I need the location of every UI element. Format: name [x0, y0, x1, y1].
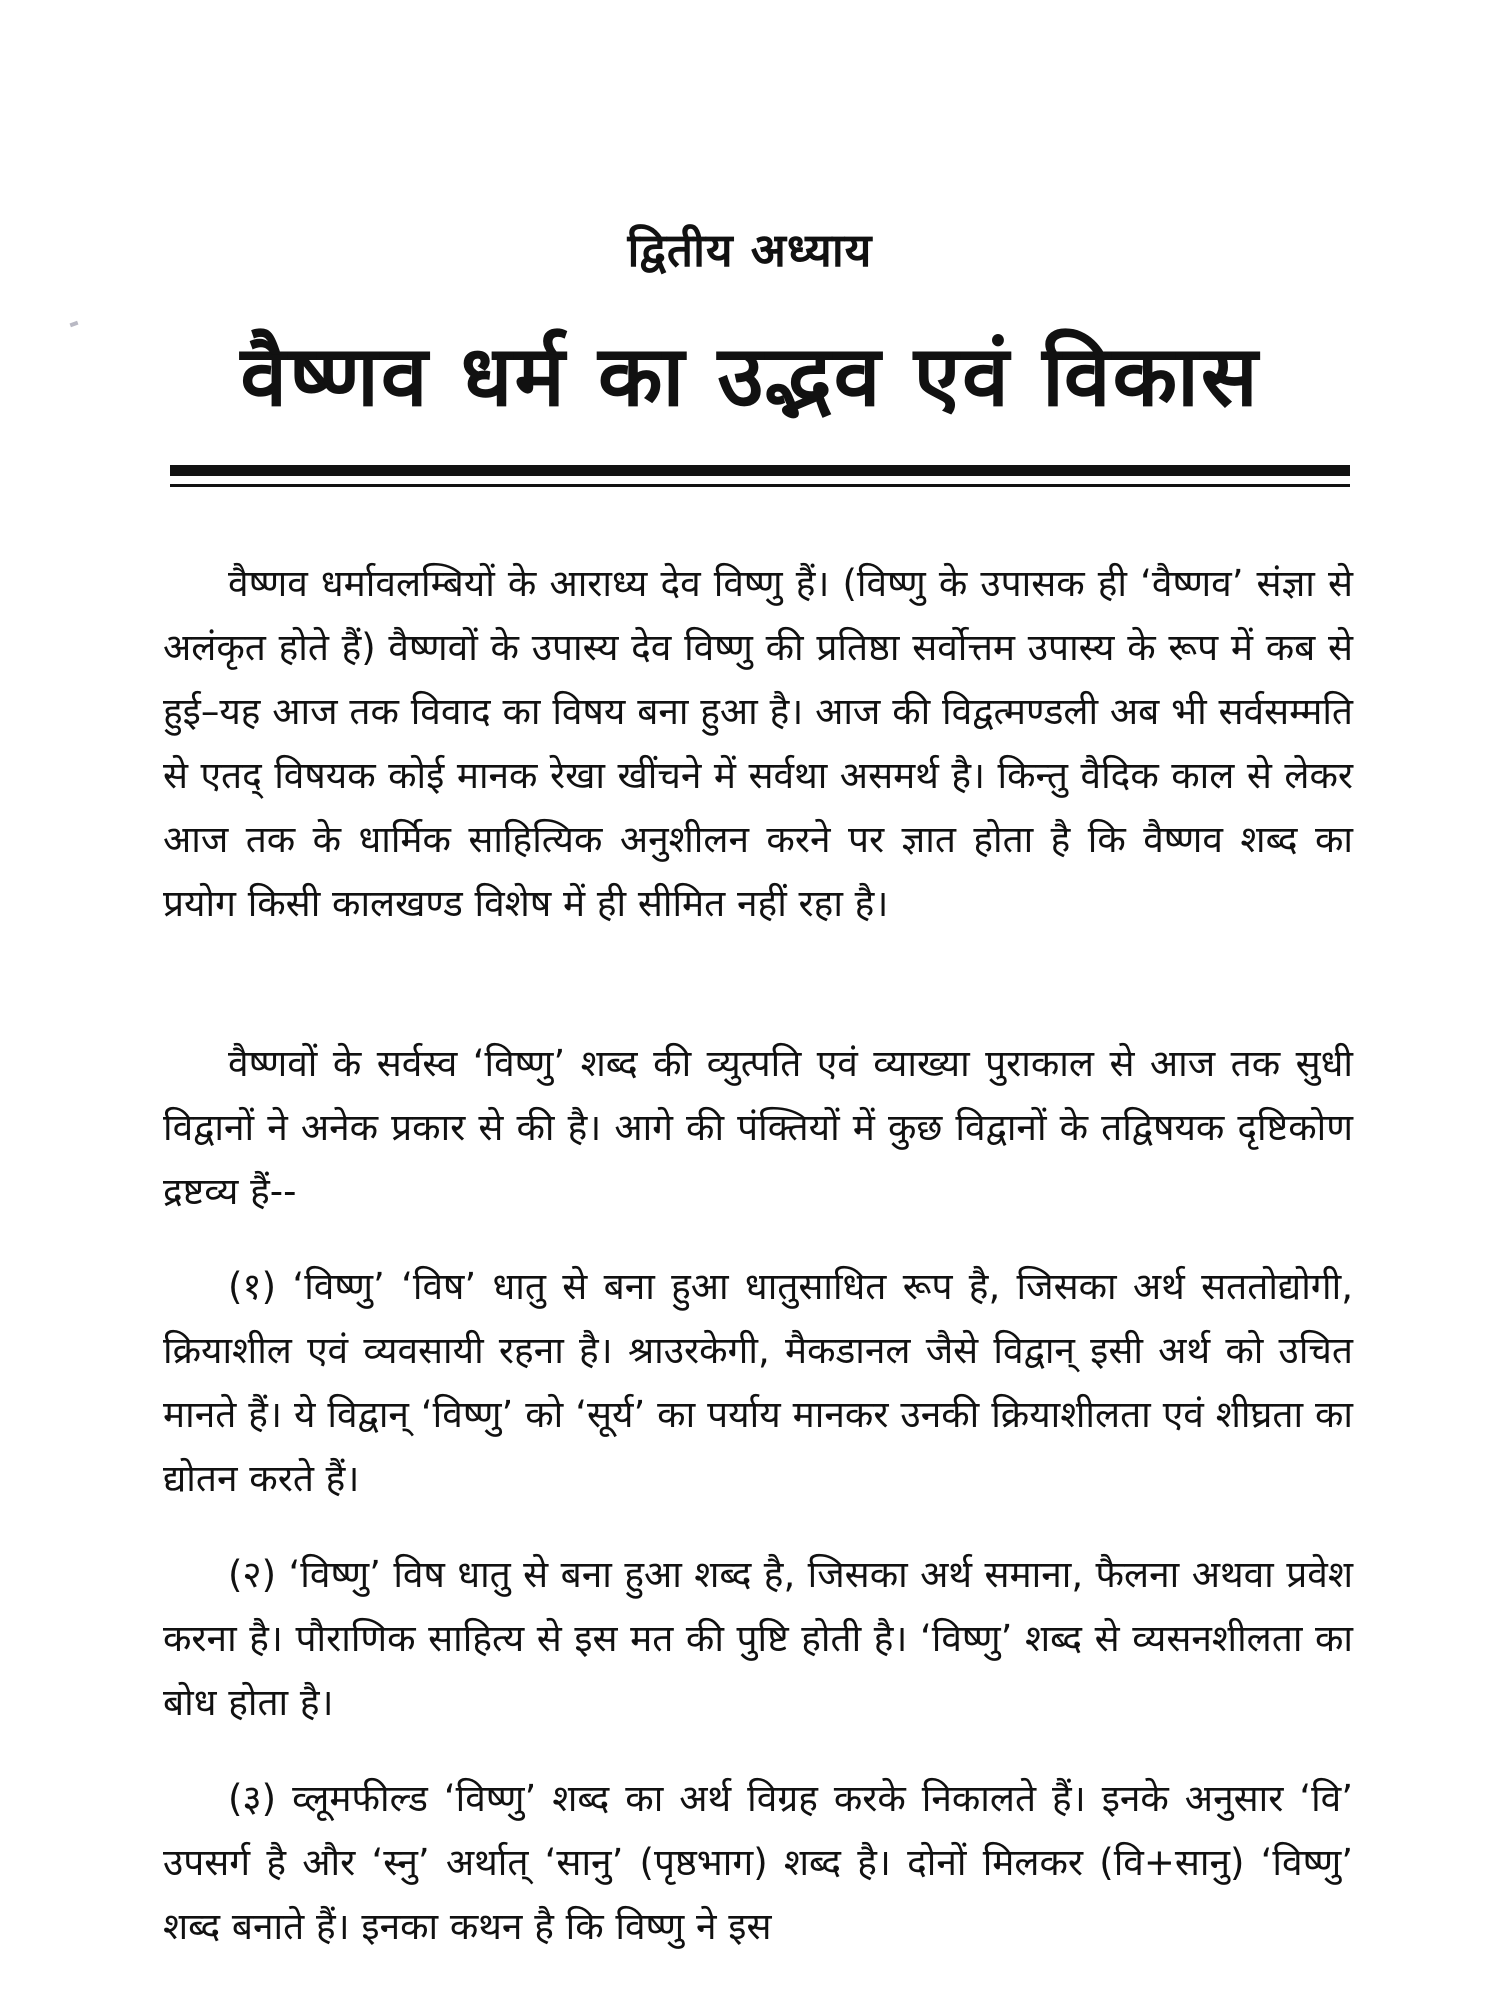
- paragraph-etymology: वैष्णवों के सर्वस्व ‘विष्णु’ शब्द की व्युत्पति एवं व्याख्या पुराकाल से आज तक सुधी विद्वानों ने अनेक प्रकार से की है। आगे की पंक्तियों में कुछ विद्वानों के तद्विषयक दृष्टिकोण द्रष्टव्य हैं--: [163, 1042, 1353, 1213]
- title-rule-thin: [170, 484, 1350, 487]
- paragraph-intro: वैष्णव धर्मावलम्बियों के आराध्य देव विष्णु हैं। (विष्णु के उपासक ही ‘वैष्णव’ संज्ञा से अलंकृत होते हैं) वैष्णवों के उपास्य देव विष्णु की प्रतिष्ठा सर्वोत्तम उपास्य के रूप में कब से हुई–यह आज तक विवाद का विषय बना हुआ है। आज की विद्वत्मण्डली अब भी सर्वसम्मति से एतद् विषयक कोई मानक रेखा खींचने में सर्वथा असमर्थ है। किन्तु वैदिक काल से लेकर आज तक के धार्मिक साहित्यिक अनुशीलन करने पर ज्ञात होता है कि वैष्णव शब्द का प्रयोग किसी कालखण्ड विशेष में ही सीमित नहीं रहा है।: [163, 562, 1353, 925]
- chapter-label: द्वितीय अध्याय: [627, 223, 873, 277]
- paragraph-point-1: (१) ‘विष्णु’ ‘विष’ धातु से बना हुआ धातुसाधित रूप है, जिसका अर्थ सततोद्योगी, क्रियाशील एवं व्यवसायी रहना है। श्राउरकेगी, मैकडानल जैसे विद्वान् इसी अर्थ को उचित मानते हैं। ये विद्वान् ‘विष्णु’ को ‘सूर्य’ का पर्याय मानकर उनकी क्रियाशीलता एवं शीघ्रता का द्योतन करते हैं।: [163, 1265, 1353, 1500]
- title-rule-thick: [170, 465, 1350, 476]
- chapter-title: वैष्णव धर्म का उद्भव एवं विकास: [240, 327, 1260, 425]
- paragraph-point-3: (३) व्लूमफील्ड ‘विष्णु’ शब्द का अर्थ विग्रह करके निकालते हैं। इनके अनुसार ‘वि’ उपसर्ग है और ‘स्नु’ अर्थात् ‘सानु’ (पृष्ठभाग) शब्द है। दोनों मिलकर (वि+सानु) ‘विष्णु’ शब्द बनाते हैं। इनका कथन है कि विष्णु ने इस: [163, 1777, 1353, 1948]
- paragraph-point-2: (२) ‘विष्णु’ विष धातु से बना हुआ शब्द है, जिसका अर्थ समाना, फैलना अथवा प्रवेश करना है। पौराणिक साहित्य से इस मत की पुष्टि होती है। ‘विष्णु’ शब्द से व्यसनशीलता का बोध होता है।: [163, 1553, 1353, 1724]
